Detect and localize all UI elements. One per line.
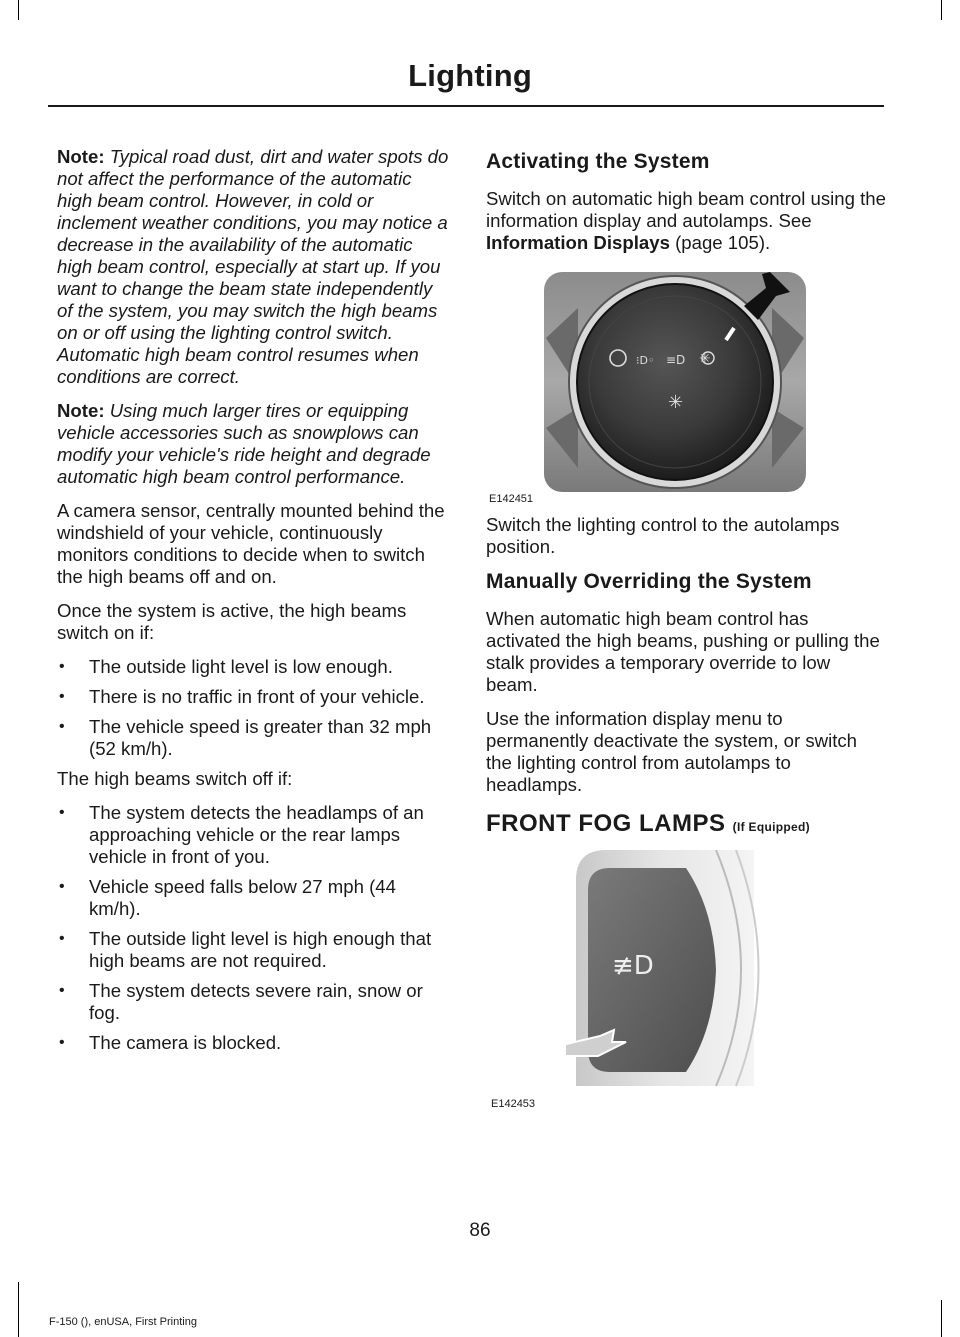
figure-code-e142453: E142453 <box>491 1098 536 1110</box>
note-typical-dust: Note: Typical road dust, dirt and water spots do not affect the performance of the automatic high beam control. However, in cold or inclement weather conditions, you may notice a decrease in the availability of the automatic high beam control, especially at start up. If you want to change the beam state independently of the system, you may switch the high beams on or off using the lighting control switch. Automatic high beam control resumes when conditions are correct. <box>57 146 449 387</box>
paragraph-camera-sensor: A camera sensor, centrally mounted behind the windshield of your vehicle, continuously monitors conditions to decide when to switch the high beams off and on. <box>57 500 445 587</box>
section-front-fog-lamps: FRONT FOG LAMPS (If Equipped) <box>486 810 810 837</box>
heading-activating-system: Activating the System <box>486 150 710 173</box>
paragraph-override-temporary: When automatic high beam control has activated the high beams, pushing or pulling the stalk provides a temporary override to low beam. <box>486 608 880 695</box>
right-column <box>486 146 886 1120</box>
list-item: • The vehicle speed is greater than 32 mph (52 km/h). <box>57 716 449 760</box>
svg-text:✳: ✳ <box>668 392 684 413</box>
svg-text:✳: ✳ <box>699 351 711 367</box>
heading-manual-override: Manually Overriding the System <box>486 570 812 593</box>
crop-mark-bottom-right <box>941 1300 942 1337</box>
list-item: • Vehicle speed falls below 27 mph (44 km/h). <box>57 876 449 920</box>
figure-fog-lamp-switch <box>486 850 886 1120</box>
paragraph-override-permanent: Use the information display menu to permanently deactivate the system, or switch the lighting control from autolamps to headlamps. <box>486 708 858 795</box>
left-column <box>57 146 449 1062</box>
note-larger-tires: Note: Using much larger tires or equipping vehicle accessories such as snowplows can modify your vehicle's ride height and degrade automatic high beam control performance. <box>57 400 431 487</box>
header-divider <box>48 105 884 107</box>
svg-text:⁝D◦: ⁝D◦ <box>636 354 655 367</box>
paragraph-switch-on-intro: Once the system is active, the high beams switch on if: <box>57 600 407 643</box>
fog-lamp-switch-illustration <box>566 850 766 1090</box>
list-item: • The outside light level is low enough. <box>57 656 449 678</box>
crop-mark-bottom-left <box>18 1282 19 1337</box>
svg-text:≡D: ≡D <box>666 353 686 367</box>
switch-on-conditions-list <box>57 656 449 760</box>
figure-code-e142451: E142451 <box>489 493 534 505</box>
list-item: • The outside light level is high enough that high beams are not required. <box>57 928 449 972</box>
page-number: 86 <box>469 1220 491 1241</box>
svg-text:≢D: ≢D <box>612 951 654 981</box>
list-item: • The system detects the headlamps of an approaching vehicle or the rear lamps vehicle in front of you. <box>57 802 449 868</box>
link-information-displays[interactable]: Information Displays <box>486 232 670 253</box>
lighting-control-illustration <box>538 268 868 500</box>
switch-off-conditions-list <box>57 802 449 1054</box>
figure-lighting-control <box>486 268 886 514</box>
crop-mark-top-left <box>18 0 19 20</box>
crop-mark-top-right <box>941 0 942 20</box>
paragraph-activating: Switch on automatic high beam control using the information display and autolamps. See Information Displays (page 105). <box>486 188 886 253</box>
list-item: • There is no traffic in front of your vehicle. <box>57 686 449 708</box>
edition-footer: F-150 (), enUSA, First Printing <box>49 1316 197 1328</box>
list-item: • The camera is blocked. <box>57 1032 449 1054</box>
paragraph-autolamps: Switch the lighting control to the autolamps position. <box>486 514 840 557</box>
page-title: Lighting <box>408 58 532 93</box>
list-item: • The system detects severe rain, snow or fog. <box>57 980 449 1024</box>
paragraph-switch-off-intro: The high beams switch off if: <box>57 768 293 789</box>
